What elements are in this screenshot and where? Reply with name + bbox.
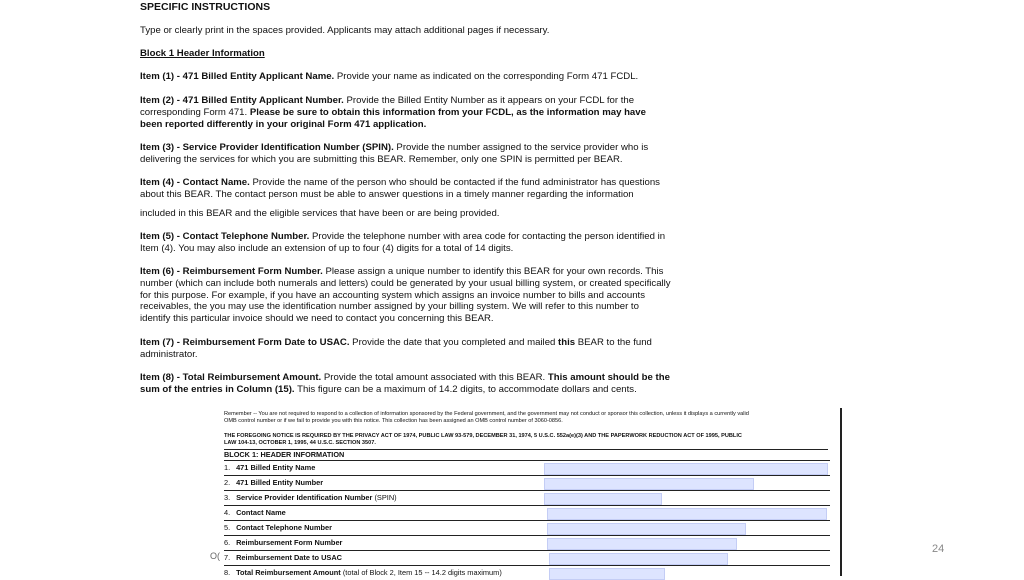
item-4-text-2: about this BEAR. The contact person must be able to answer questions in a timely manner regarding the information (140, 188, 634, 200)
item-6-paragraph (140, 266, 715, 325)
item-4-text-3: included in this BEAR and the eligible services that have been or are being provided. (140, 207, 500, 219)
instructions-heading: SPECIFIC INSTRUCTIONS (140, 1, 271, 13)
spin-field[interactable] (544, 493, 662, 505)
item-6-text-3: for this purpose. For example, if you have an accounting system which assigns an invoice number to bills and accounts (140, 289, 646, 301)
item-1-label: Item (1) - 471 Billed Entity Applicant Name. (140, 71, 335, 82)
form-row-2 (224, 475, 830, 490)
omb-notice-line-1: Remember -- You are not required to respond to a collection of information sponsored by the Federal government, and the government may not conduct or sponsor this collection, unless it displays a currently valid (224, 411, 749, 417)
row-number: 6. (224, 538, 231, 547)
privacy-notice (224, 433, 828, 448)
reimbursement-date-field[interactable] (549, 553, 728, 565)
item-7-label: Item (7) - Reimbursement Form Date to USAC. (140, 337, 350, 348)
item-5-paragraph (140, 231, 715, 255)
slide-page-number: 24 (932, 543, 945, 555)
item-5-text-2: Item (4). You may also include an extension of up to four (4) digits for a total of 14 digits. (140, 242, 514, 254)
item-8-bold-2: sum of the entries in Column (15). (140, 383, 295, 395)
reimbursement-form-number-field[interactable] (547, 538, 737, 550)
row-number: 7. (224, 553, 231, 562)
row-number: 4. (224, 508, 231, 517)
block-1-title: Block 1 Header Information (140, 48, 265, 59)
item-3-paragraph (140, 142, 715, 166)
item-2-bold-3: been reported differently in your original Form 471 application. (140, 118, 427, 130)
row-label: 471 Billed Entity Number (236, 478, 324, 487)
item-1-paragraph (140, 71, 715, 83)
form-row-3 (224, 490, 830, 505)
block-1-form-header: BLOCK 1: HEADER INFORMATION (224, 449, 828, 459)
row-number: 8. (224, 568, 231, 577)
billed-entity-name-field[interactable] (544, 463, 828, 475)
row-label: 471 Billed Entity Name (236, 463, 316, 472)
item-2-text-1: Provide the Billed Entity Number as it appears on your FCDL for the (343, 95, 635, 106)
row-label: Service Provider Identification Number (236, 493, 373, 502)
row-number: 1. (224, 463, 231, 472)
item-5-text-1: Provide the telephone number with area code for contacting the person identified in (309, 231, 666, 242)
form-row-8 (224, 565, 830, 580)
form-row-5 (224, 520, 830, 535)
contact-name-field[interactable] (547, 508, 827, 520)
item-6-label: Item (6) - Reimbursement Form Number. (140, 266, 323, 277)
form-row-6 (224, 535, 830, 550)
item-7-text-1b: this (558, 337, 576, 348)
form-row-4 (224, 505, 830, 520)
item-3-text-1: Provide the number assigned to the service provider who is (393, 142, 649, 153)
privacy-notice-line-1: THE FOREGOING NOTICE IS REQUIRED BY THE PRIVACY ACT OF 1974, PUBLIC LAW 93-579, DECEMBER 31, 1974, 5 U.S.C. 552a(e)(3) AND THE PAPERWORK REDUCTION ACT OF 1995, PUBLIC (224, 433, 742, 439)
row-suffix: (SPIN) (372, 493, 397, 502)
item-3-text-2: delivering the services for which you are submitting this BEAR. Remember, only one SPIN is permitted per BEAR. (140, 153, 623, 165)
item-2-label: Item (2) - 471 Billed Entity Applicant Number. (140, 95, 344, 106)
row-label: Contact Telephone Number (236, 523, 333, 532)
item-8-paragraph (140, 372, 715, 396)
overlay-fragment-text: O( (210, 551, 220, 561)
item-8-text-2: This figure can be a maximum of 14.2 digits, to accommodate dollars and cents. (294, 383, 637, 395)
item-6-text-4: receivables, the you may use the identification number assigned by your billing system. We will refer to this number to (140, 301, 639, 313)
item-8-label: Item (8) - Total Reimbursement Amount. (140, 372, 322, 383)
item-1-text: Provide your name as indicated on the corresponding Form 471 FCDL. (334, 71, 639, 82)
item-7-paragraph (140, 337, 715, 361)
row-label: Contact Name (236, 508, 286, 517)
item-4-label: Item (4) - Contact Name. (140, 177, 250, 188)
omb-notice-line-2: OMB control number or if we fail to provide you with this notice. This collection has been assigned an OMB control number of 3060-0856. (224, 418, 563, 425)
omb-notice (224, 411, 828, 426)
row-label: Reimbursement Date to USAC (236, 553, 343, 562)
item-7-text-1a: Provide the date that you completed and mailed (349, 337, 559, 348)
item-2-text-2: corresponding Form 471. (140, 106, 250, 118)
form-row-7 (224, 550, 830, 565)
item-3-label: Item (3) - Service Provider Identification Number (SPIN). (140, 142, 394, 153)
item-8-text-1a: Provide the total amount associated with this BEAR. (321, 372, 548, 383)
item-5-label: Item (5) - Contact Telephone Number. (140, 231, 310, 242)
row-label: Reimbursement Form Number (236, 538, 343, 547)
item-7-text-1c: BEAR to the fund (575, 337, 652, 348)
row-number: 5. (224, 523, 231, 532)
item-2-bold-2: Please be sure to obtain this information from your FCDL, as the information may have (249, 106, 646, 118)
item-6-text-1: Please assign a unique number to identify this BEAR for your own records. This (322, 266, 664, 277)
row-suffix: (total of Block 2, Item 15 -- 14.2 digits maximum) (340, 568, 502, 577)
row-number: 2. (224, 478, 231, 487)
total-reimbursement-amount-field[interactable] (549, 568, 665, 580)
item-7-text-2: administrator. (140, 348, 198, 360)
row-label: Total Reimbursement Amount (236, 568, 341, 577)
item-8-bold-1: This amount should be the (547, 372, 670, 383)
billed-entity-number-field[interactable] (544, 478, 754, 490)
form-row-1 (224, 460, 830, 475)
item-4-text-1: Provide the name of the person who should be contacted if the fund administrator has questions (249, 177, 660, 188)
item-2-paragraph (140, 95, 715, 130)
item-4-paragraph (140, 177, 715, 219)
row-number: 3. (224, 493, 231, 502)
intro-text: Type or clearly print in the spaces provided. Applicants may attach additional pages if necessary. (140, 25, 550, 36)
privacy-notice-line-2: LAW 104-13, OCTOBER 1, 1995, 44 U.S.C. SECTION 3507. (224, 440, 376, 447)
bear-form-excerpt (222, 408, 842, 576)
item-6-text-5: identify this particular invoice should we need to contact you concerning this BEAR. (140, 313, 494, 325)
item-6-text-2: number (which can include both numerals and letters) could be generated by your usual billing system, or created specifically (140, 277, 671, 289)
contact-telephone-field[interactable] (547, 523, 746, 535)
